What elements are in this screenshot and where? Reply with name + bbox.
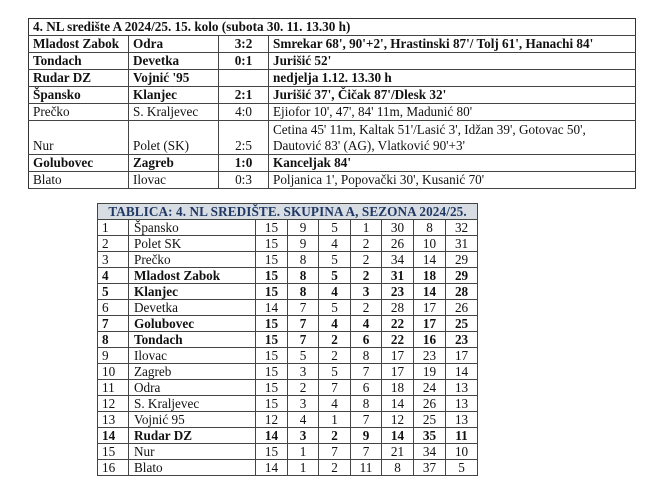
standings-row xyxy=(98,412,478,428)
losses: 8 xyxy=(351,348,382,364)
club-name: Nur xyxy=(129,444,256,460)
position: 2 xyxy=(98,236,129,252)
match-score: 2:5 xyxy=(219,121,269,155)
standings-title: TABLICA: 4. NL SREDIŠTE. SKUPINA A, SEZONA 2024/25. xyxy=(98,204,478,220)
club-name: S. Kraljevec xyxy=(129,396,256,412)
played: 15 xyxy=(256,396,288,412)
standings-row xyxy=(98,316,478,332)
match-row xyxy=(29,172,636,189)
wins: 8 xyxy=(288,284,319,300)
match-score: 3:2 xyxy=(219,36,269,53)
away-team: Klanjec xyxy=(129,87,219,104)
position: 13 xyxy=(98,412,129,428)
standings-table xyxy=(97,203,478,476)
wins: 4 xyxy=(288,412,319,428)
played: 15 xyxy=(256,332,288,348)
played: 15 xyxy=(256,444,288,460)
draws: 5 xyxy=(319,252,351,268)
wins: 9 xyxy=(288,236,319,252)
draws: 2 xyxy=(319,348,351,364)
losses: 4 xyxy=(351,316,382,332)
played: 15 xyxy=(256,348,288,364)
position: 15 xyxy=(98,444,129,460)
played: 12 xyxy=(256,412,288,428)
match-score: 4:0 xyxy=(219,104,269,121)
position: 14 xyxy=(98,428,129,444)
standings-row xyxy=(98,460,478,476)
wins: 8 xyxy=(288,252,319,268)
goals-for: 34 xyxy=(382,252,414,268)
played: 15 xyxy=(256,284,288,300)
match-row xyxy=(29,36,636,53)
home-team: Golubovec xyxy=(29,155,129,172)
goals-for: 12 xyxy=(382,412,414,428)
wins: 5 xyxy=(288,348,319,364)
points: 32 xyxy=(446,220,478,236)
results-title-row xyxy=(29,19,636,36)
position: 8 xyxy=(98,332,129,348)
wins: 2 xyxy=(288,380,319,396)
draws: 4 xyxy=(319,236,351,252)
match-score: 2:1 xyxy=(219,87,269,104)
points: 10 xyxy=(446,444,478,460)
losses: 7 xyxy=(351,444,382,460)
draws: 7 xyxy=(319,444,351,460)
wins: 1 xyxy=(288,460,319,476)
results-title: 4. NL središte A 2024/25. 15. kolo (subota 30. 11. 13.30 h) xyxy=(29,19,636,36)
played: 14 xyxy=(256,460,288,476)
standings-row xyxy=(98,252,478,268)
match-score: 0:1 xyxy=(219,53,269,70)
away-team: Ilovac xyxy=(129,172,219,189)
goals-for: 14 xyxy=(382,428,414,444)
goals-for: 28 xyxy=(382,300,414,316)
position: 12 xyxy=(98,396,129,412)
goals-against: 14 xyxy=(414,252,446,268)
match-score: 0:3 xyxy=(219,172,269,189)
wins: 7 xyxy=(288,332,319,348)
goals-for: 30 xyxy=(382,220,414,236)
draws: 4 xyxy=(319,284,351,300)
draws: 2 xyxy=(319,460,351,476)
goals-against: 10 xyxy=(414,236,446,252)
draws: 4 xyxy=(319,316,351,332)
goals-against: 34 xyxy=(414,444,446,460)
points: 28 xyxy=(446,284,478,300)
wins: 3 xyxy=(288,428,319,444)
match-row xyxy=(29,70,636,87)
wins: 3 xyxy=(288,396,319,412)
club-name: Špansko xyxy=(129,220,256,236)
goals-for: 23 xyxy=(382,284,414,300)
wins: 8 xyxy=(288,268,319,284)
goals-for: 22 xyxy=(382,316,414,332)
results-table xyxy=(28,18,636,189)
home-team: Špansko xyxy=(29,87,129,104)
points: 13 xyxy=(446,412,478,428)
draws: 5 xyxy=(319,268,351,284)
position: 16 xyxy=(98,460,129,476)
club-name: Zagreb xyxy=(129,364,256,380)
draws: 2 xyxy=(319,428,351,444)
club-name: Ilovac xyxy=(129,348,256,364)
standings-row xyxy=(98,444,478,460)
losses: 2 xyxy=(351,268,382,284)
standings-row xyxy=(98,396,478,412)
club-name: Tondach xyxy=(129,332,256,348)
goals-against: 19 xyxy=(414,364,446,380)
draws: 5 xyxy=(319,220,351,236)
match-score: 1:0 xyxy=(219,155,269,172)
goals-for: 17 xyxy=(382,348,414,364)
played: 14 xyxy=(256,300,288,316)
goals-for: 31 xyxy=(382,268,414,284)
losses: 6 xyxy=(351,332,382,348)
losses: 8 xyxy=(351,396,382,412)
position: 10 xyxy=(98,364,129,380)
losses: 2 xyxy=(351,300,382,316)
away-team: Devetka xyxy=(129,53,219,70)
played: 15 xyxy=(256,316,288,332)
home-team: Nur xyxy=(29,121,129,155)
standings-row xyxy=(98,380,478,396)
goals-against: 14 xyxy=(414,284,446,300)
losses: 2 xyxy=(351,252,382,268)
losses: 2 xyxy=(351,236,382,252)
match-row xyxy=(29,155,636,172)
points: 29 xyxy=(446,268,478,284)
standings-row xyxy=(98,268,478,284)
draws: 5 xyxy=(319,364,351,380)
position: 1 xyxy=(98,220,129,236)
scorers: Ejiofor 10', 47', 84' 11m, Madunić 80' xyxy=(269,104,636,121)
draws: 2 xyxy=(319,332,351,348)
position: 5 xyxy=(98,284,129,300)
club-name: Klanjec xyxy=(129,284,256,300)
position: 6 xyxy=(98,300,129,316)
match-score xyxy=(219,70,269,87)
played: 15 xyxy=(256,236,288,252)
scorers: Kanceljak 84' xyxy=(269,155,636,172)
played: 15 xyxy=(256,364,288,380)
goals-against: 35 xyxy=(414,428,446,444)
match-row xyxy=(29,121,636,155)
points: 17 xyxy=(446,348,478,364)
position: 4 xyxy=(98,268,129,284)
draws: 7 xyxy=(319,380,351,396)
standings-row xyxy=(98,284,478,300)
position: 7 xyxy=(98,316,129,332)
draws: 5 xyxy=(319,300,351,316)
scorers: Poljanica 1', Popovački 30', Kusanić 70' xyxy=(269,172,636,189)
goals-against: 16 xyxy=(414,332,446,348)
wins: 1 xyxy=(288,444,319,460)
standings-row xyxy=(98,220,478,236)
losses: 1 xyxy=(351,220,382,236)
position: 3 xyxy=(98,252,129,268)
goals-for: 8 xyxy=(382,460,414,476)
club-name: Mladost Zabok xyxy=(129,268,256,284)
away-team: S. Kraljevec xyxy=(129,104,219,121)
standings-row xyxy=(98,348,478,364)
club-name: Blato xyxy=(129,460,256,476)
goals-for: 21 xyxy=(382,444,414,460)
points: 5 xyxy=(446,460,478,476)
standings-row xyxy=(98,300,478,316)
away-team: Polet (SK) xyxy=(129,121,219,155)
standings-row xyxy=(98,236,478,252)
wins: 7 xyxy=(288,316,319,332)
wins: 9 xyxy=(288,220,319,236)
losses: 3 xyxy=(351,284,382,300)
standings-title-row xyxy=(98,204,478,220)
points: 25 xyxy=(446,316,478,332)
position: 9 xyxy=(98,348,129,364)
club-name: Rudar DZ xyxy=(129,428,256,444)
points: 31 xyxy=(446,236,478,252)
goals-against: 8 xyxy=(414,220,446,236)
scorers: Jurišić 52' xyxy=(269,53,636,70)
goals-against: 37 xyxy=(414,460,446,476)
points: 13 xyxy=(446,380,478,396)
goals-for: 14 xyxy=(382,396,414,412)
goals-against: 25 xyxy=(414,412,446,428)
goals-against: 17 xyxy=(414,300,446,316)
match-row xyxy=(29,53,636,70)
home-team: Blato xyxy=(29,172,129,189)
wins: 3 xyxy=(288,364,319,380)
home-team: Tondach xyxy=(29,53,129,70)
goals-against: 24 xyxy=(414,380,446,396)
losses: 7 xyxy=(351,412,382,428)
away-team: Zagreb xyxy=(129,155,219,172)
played: 15 xyxy=(256,380,288,396)
played: 15 xyxy=(256,220,288,236)
goals-against: 26 xyxy=(414,396,446,412)
losses: 7 xyxy=(351,364,382,380)
away-team: Odra xyxy=(129,36,219,53)
scorers: nedjelja 1.12. 13.30 h xyxy=(269,70,636,87)
club-name: Golubovec xyxy=(129,316,256,332)
home-team: Rudar DZ xyxy=(29,70,129,87)
match-row xyxy=(29,104,636,121)
goals-for: 17 xyxy=(382,364,414,380)
scorers: Cetina 45' 11m, Kaltak 51'/Lasić 3', Idžan 39', Gotovac 50', Dautović 83' (AG), Vlatković 90'+3' xyxy=(269,121,636,155)
scorers: Smrekar 68', 90'+2', Hrastinski 87'/ Tolj 61', Hanachi 84' xyxy=(269,36,636,53)
losses: 9 xyxy=(351,428,382,444)
draws: 1 xyxy=(319,412,351,428)
scorers: Jurišić 37', Čičak 87'/Dlesk 32' xyxy=(269,87,636,104)
points: 13 xyxy=(446,396,478,412)
points: 14 xyxy=(446,364,478,380)
played: 14 xyxy=(256,428,288,444)
played: 15 xyxy=(256,268,288,284)
goals-against: 23 xyxy=(414,348,446,364)
goals-for: 22 xyxy=(382,332,414,348)
played: 15 xyxy=(256,252,288,268)
goals-against: 18 xyxy=(414,268,446,284)
standings-row xyxy=(98,364,478,380)
standings-row xyxy=(98,428,478,444)
away-team: Vojnić '95 xyxy=(129,70,219,87)
standings-row xyxy=(98,332,478,348)
losses: 11 xyxy=(351,460,382,476)
draws: 4 xyxy=(319,396,351,412)
club-name: Devetka xyxy=(129,300,256,316)
goals-for: 18 xyxy=(382,380,414,396)
club-name: Polet SK xyxy=(129,236,256,252)
match-row xyxy=(29,87,636,104)
home-team: Mladost Zabok xyxy=(29,36,129,53)
points: 26 xyxy=(446,300,478,316)
points: 29 xyxy=(446,252,478,268)
wins: 7 xyxy=(288,300,319,316)
goals-against: 17 xyxy=(414,316,446,332)
club-name: Vojnić 95 xyxy=(129,412,256,428)
losses: 6 xyxy=(351,380,382,396)
position: 11 xyxy=(98,380,129,396)
club-name: Prečko xyxy=(129,252,256,268)
points: 11 xyxy=(446,428,478,444)
points: 23 xyxy=(446,332,478,348)
club-name: Odra xyxy=(129,380,256,396)
home-team: Prečko xyxy=(29,104,129,121)
goals-for: 26 xyxy=(382,236,414,252)
